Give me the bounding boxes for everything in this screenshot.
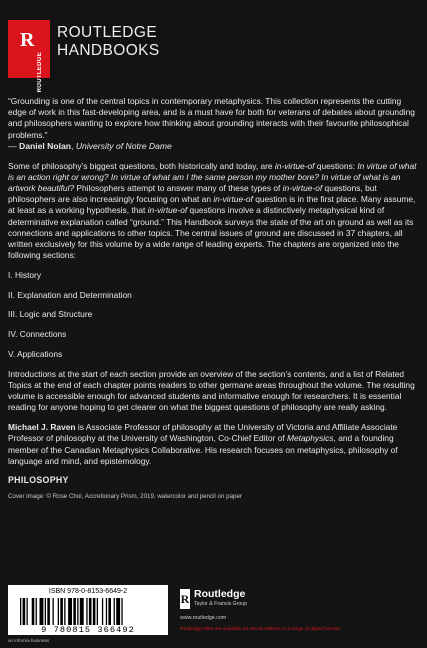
intro-em: in-virtue-of [282, 182, 323, 193]
section-item: IV. Connections [8, 329, 67, 340]
logo-vertical-text: ROUTLEDGE [37, 52, 43, 93]
author-bio [8, 422, 420, 467]
quote-author: Daniel Nolan [18, 140, 72, 151]
svg-text:R: R [180, 592, 190, 606]
series-brand [57, 24, 160, 60]
intro-em: in-virtue-of [213, 194, 253, 205]
intro-em: In virtue of what is an action right or wrong? In virtue of what am I the same person my mother bore? In virtue of what is an artwork beautiful? [8, 160, 417, 193]
publisher-url: www.routledge.com [180, 615, 227, 621]
overview-paragraph: Introductions at the start of each section provide an overview of the section’s contents, and a list of Related Topics at the end of each chapter points readers to other germane areas throughout the volume. The resulting volume is accessible enough for advanced students and informative enough for researchers. It is essential reading for anyone hoping to get clearer on what the biggest questions of philosophy are really asking. [8, 368, 415, 413]
endorsement-quote [8, 96, 420, 152]
quote-text: “Grounding is one of the central topics in contemporary metaphysics. This collection represents the cutting edge of work in this fast-developing area, and is a must have for both for veterans of debates about grounding and philosophers wanting to explore how thinking about grounding interacts with their favourite philosophical problems.” [8, 96, 415, 140]
quote-attribution: — Daniel Nolan, University of Notre Dame [8, 140, 172, 151]
intro-text: questions involve a distinctively metaphysical kind of determinative explanation called “ground.” This Handbook surveys the state of the art on ground as well as its connections and applications to other topics. The central issues of ground are discussed in 37 chapters, all written exclusively for this volume by a wide range of leading experts. The chapters are organized into the following sections: [8, 205, 414, 261]
publisher-group: Taylor & Francis Group [194, 601, 248, 607]
routledge-logo [8, 20, 50, 93]
intro-text: Philosophers attempt to answer many of these types of [74, 182, 283, 193]
logo-letter: R [20, 29, 35, 51]
journal-name: Metaphysics [287, 433, 334, 444]
barcode-bars [20, 598, 156, 625]
ebook-notice: Routledge titles are available as eBook editions in a range of digital formats [180, 627, 340, 632]
isbn-label: ISBN 978-0-8153-6649-2 [48, 588, 128, 595]
intro-text: questions: [314, 160, 358, 171]
section-item: V. Applications [8, 349, 63, 360]
intro-em: in-virtue-of [147, 205, 188, 216]
back-cover-text [8, 96, 420, 502]
informa-business: an informa business [8, 638, 50, 643]
brand-line-2: HANDBOOKS [57, 42, 160, 59]
brand-line-1: ROUTLEDGE [57, 24, 158, 41]
header [0, 0, 427, 93]
publisher-name: Routledge [194, 588, 246, 600]
author-name: Michael J. Raven [8, 422, 76, 433]
subject-category: PHILOSOPHY [8, 475, 69, 486]
intro-text: question is in the first place. Many assume, at least as a working hypothesis, that [8, 194, 416, 216]
intro-em: in-virtue-of [274, 160, 315, 171]
routledge-mark-icon [180, 589, 190, 609]
cover-credit: Cover image: © Rose Choi, Accretionary Prism, 2019, watercolor and pencil on paper [8, 492, 242, 500]
attribution-dash: — [8, 140, 19, 151]
intro-text: Some of philosophy’s biggest questions, both historically and today, are [8, 160, 275, 171]
section-item: I. History [8, 269, 42, 280]
barcode [8, 585, 168, 635]
section-item: III. Logic and Structure [8, 309, 93, 320]
intro-text: questions, but philosophers are also increasingly focusing on what an [8, 182, 377, 205]
intro-paragraph [8, 161, 420, 262]
section-item: II. Explanation and Determination [8, 289, 132, 300]
barcode-number: 9 780815 366492 [41, 625, 135, 635]
quote-affiliation: University of Notre Dame [75, 140, 172, 151]
bio-text: , and a founding member of the Canadian Metaphysics Collaborative. His research focuses on metaphysics, philosophy of language and mind, and epistemology. [8, 433, 398, 466]
section-list [8, 270, 420, 360]
bio-text: is Associate Professor of philosophy at the University of Victoria and Affiliate Associate Professor of philosophy at the University of Washington, Co-Chief Editor of [8, 422, 398, 444]
